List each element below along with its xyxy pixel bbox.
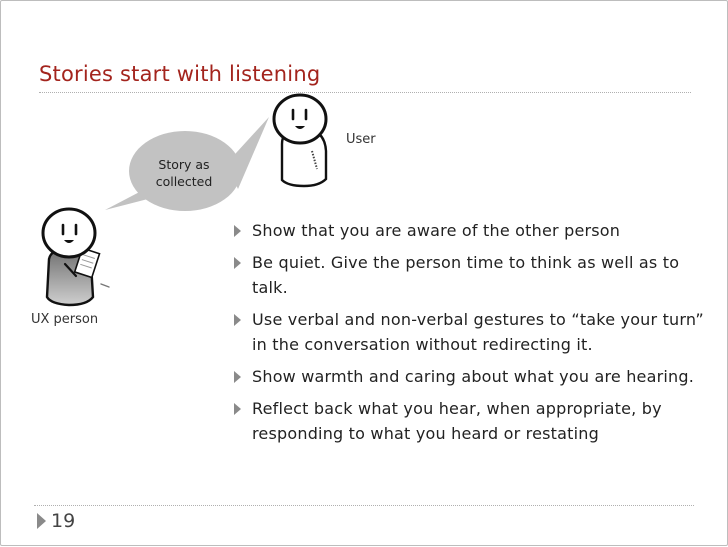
bullet-arrow-icon bbox=[234, 371, 241, 383]
bullet-item bbox=[234, 250, 704, 300]
bullet-arrow-icon bbox=[234, 403, 241, 415]
bullet-item bbox=[234, 218, 704, 243]
user-figure bbox=[274, 95, 326, 186]
user-label: User bbox=[346, 132, 376, 147]
bullet-item bbox=[234, 396, 704, 446]
bullet-item bbox=[234, 364, 704, 389]
slide-title: Stories start with listening bbox=[39, 62, 321, 86]
bullet-arrow-icon bbox=[234, 257, 241, 269]
ux-person-figure bbox=[43, 209, 109, 305]
footer-divider bbox=[34, 505, 694, 506]
page-number: 19 bbox=[51, 510, 76, 532]
bullet-arrow-icon bbox=[234, 314, 241, 326]
bullet-text: Be quiet. Give the person time to think as well as to talk. bbox=[252, 253, 680, 297]
bullet-text: Reflect back what you hear, when appropriate, by responding to what you heard or restating bbox=[252, 399, 662, 443]
bullet-text: Show warmth and caring about what you are hearing. bbox=[252, 367, 695, 386]
bullet-list bbox=[234, 218, 704, 453]
bullet-text: Show that you are aware of the other person bbox=[252, 221, 621, 240]
bullet-text: Use verbal and non-verbal gestures to “take your turn” in the conversation without redirecting it. bbox=[252, 310, 704, 354]
bullet-arrow-icon bbox=[234, 225, 241, 237]
bullet-item bbox=[234, 307, 704, 357]
ux-person-label: UX person bbox=[31, 312, 99, 327]
page-arrow-icon bbox=[37, 513, 46, 529]
bubble-text: Story as collected bbox=[155, 157, 213, 189]
